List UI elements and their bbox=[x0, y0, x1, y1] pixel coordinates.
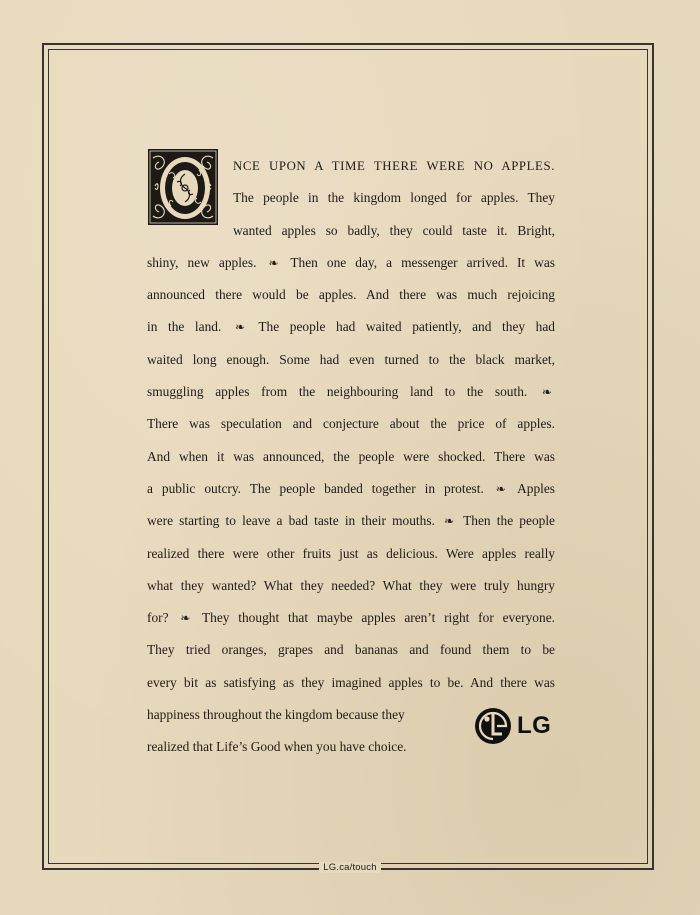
fleuron-icon: ❧ bbox=[495, 481, 506, 496]
story-line: NCE UPON A TIME THERE WERE NO APPLES. bbox=[233, 159, 555, 173]
story-line: shiny, new apples. bbox=[147, 254, 257, 270]
lg-logo bbox=[473, 706, 555, 746]
story-line-group bbox=[147, 602, 555, 634]
story-line: a public outcry. The people banded together in protest. bbox=[147, 480, 484, 496]
story-line: waited long enough. Some had even turned to the black market, bbox=[147, 351, 555, 367]
story-line-group bbox=[147, 473, 555, 505]
story-line: They tried oranges, grapes and bananas and found them to be bbox=[147, 642, 555, 658]
story-line: happiness throughout the kingdom because they bbox=[147, 707, 405, 723]
story-line: were starting to leave a bad taste in their mouths. bbox=[147, 513, 435, 529]
story-line: The people in the kingdom longed for apples. They bbox=[233, 190, 555, 206]
story-line-group bbox=[147, 376, 555, 408]
story-line: There was speculation and conjecture about the price of apples. bbox=[147, 416, 555, 432]
fleuron-icon: ❧ bbox=[541, 385, 552, 400]
story-text bbox=[147, 150, 555, 764]
story-line: Then the people bbox=[463, 513, 555, 529]
story-line-group bbox=[147, 311, 555, 343]
story-line: They thought that maybe apples aren’t right for everyone. bbox=[201, 610, 555, 626]
lg-wordmark: LG bbox=[517, 712, 552, 739]
story-line: Then one day, a messenger arrived. It was bbox=[290, 254, 555, 270]
story-line-group bbox=[147, 247, 555, 279]
story-line: every bit as satisfying as they imagined apples to be. And there was bbox=[147, 674, 555, 690]
story-line: wanted apples so badly, they could taste it. Bright, bbox=[233, 222, 555, 238]
story-line: realized that Life’s Good when you have choice. bbox=[147, 739, 407, 755]
footer-url-link[interactable]: LG.ca/touch bbox=[319, 862, 380, 873]
footer-url-container bbox=[0, 862, 700, 873]
fleuron-icon: ❧ bbox=[180, 611, 191, 626]
fleuron-icon: ❧ bbox=[234, 320, 245, 335]
story-line: Apples bbox=[517, 480, 556, 496]
story-line: what they wanted? What they needed? What they were truly hungry bbox=[147, 577, 555, 593]
story-line: And when it was announced, the people were shocked. There was bbox=[147, 448, 555, 464]
story-line: The people had waited patiently, and they had bbox=[258, 319, 556, 335]
story-line: for? bbox=[147, 610, 169, 626]
lg-face-logo-icon bbox=[473, 706, 513, 746]
story-line: announced there would be apples. And there was much rejoicing bbox=[147, 287, 555, 303]
story-line: in the land. bbox=[147, 319, 222, 335]
story-line-group bbox=[147, 505, 555, 537]
story-line: smuggling apples from the neighbouring land to the south. bbox=[147, 384, 528, 400]
fleuron-icon: ❧ bbox=[268, 255, 279, 270]
fleuron-icon: ❧ bbox=[444, 514, 455, 529]
story-line: realized there were other fruits just as delicious. Were apples really bbox=[147, 545, 555, 561]
